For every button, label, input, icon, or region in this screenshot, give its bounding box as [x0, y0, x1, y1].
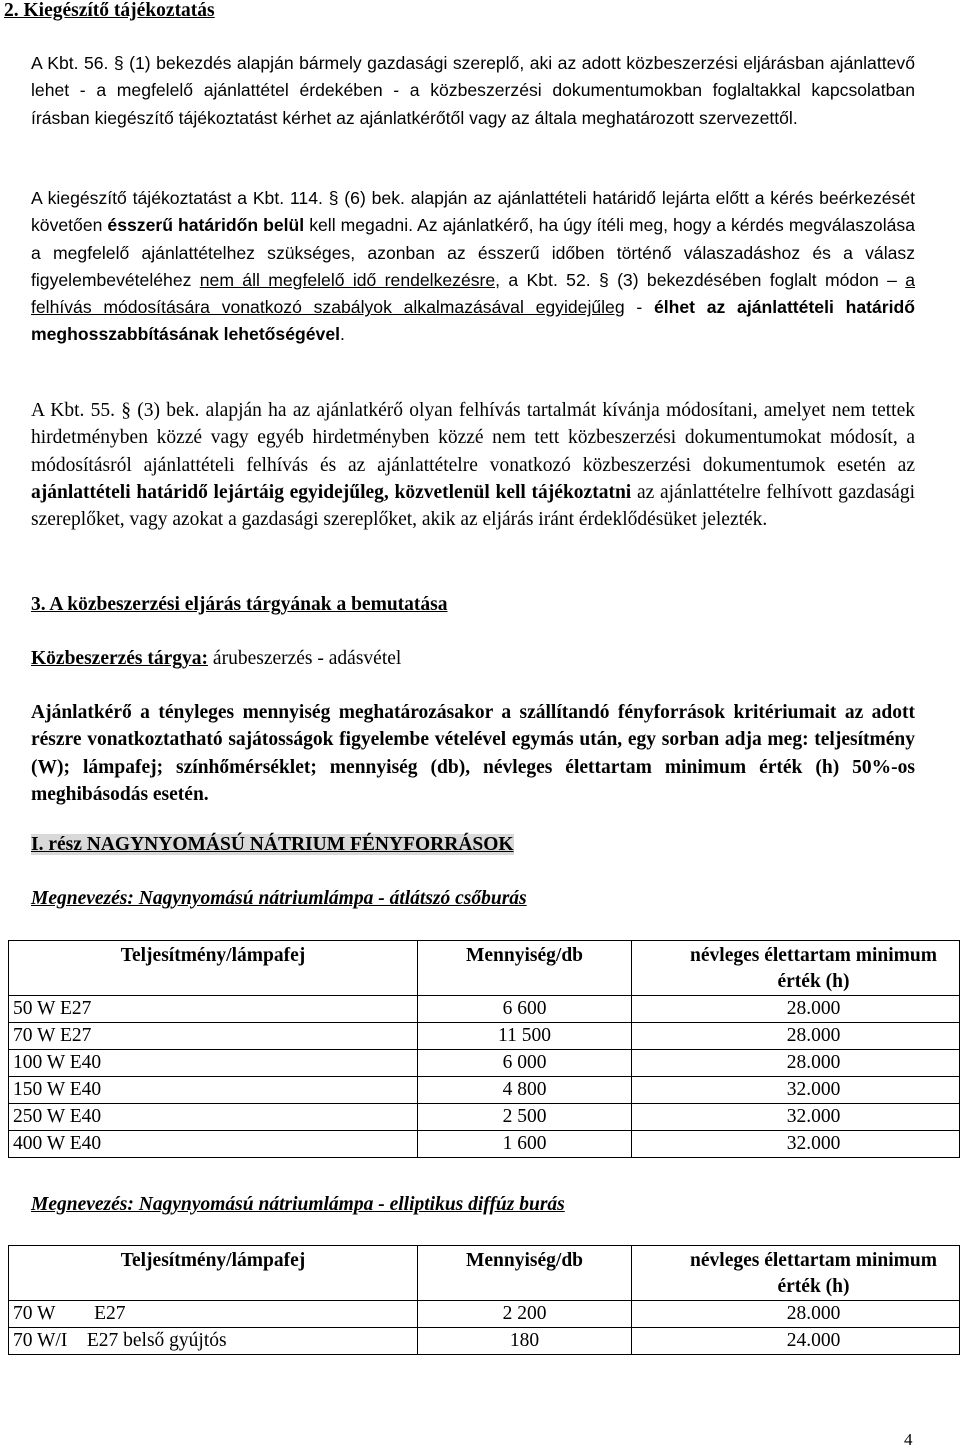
table-row [9, 1104, 960, 1131]
table-row [9, 1050, 960, 1077]
header-quantity: Mennyiség/db [418, 1246, 632, 1301]
paragraph-4 [31, 397, 915, 533]
section-2-heading: 2. Kiegészítő tájékoztatás [4, 0, 215, 21]
p4-text-c: az ajánlattételre felhívott gazdasági szereplőket, vagy azokat a gazdasági szereplőket, akik az eljárás iránt érdeklődésüket jelezték. [31, 481, 916, 531]
cell-quantity: 6 600 [418, 996, 632, 1023]
table-header-row [9, 1246, 960, 1301]
p2-text-c: kell megadni. [309, 215, 413, 236]
header-quantity: Mennyiség/db [418, 941, 632, 996]
procurement-subject [31, 645, 915, 672]
cell-power: 70 W E27 [9, 1301, 418, 1328]
cell-power: 70 W E27 [9, 1023, 418, 1050]
table-row [9, 1023, 960, 1050]
cell-quantity: 180 [418, 1328, 632, 1355]
cell-lifetime: 28.000 [632, 1023, 960, 1050]
table-row [9, 1328, 960, 1355]
p4-text-a: A Kbt. 55. § (3) bek. alapján ha az ajánlatkérő olyan felhívás tartalmát kívánja módosítani, amelyet nem tettek hirdetményben közzé vagy egyéb hirdetményben közzé nem tett közbeszerzési dokumentumokat módosít, a módosításról ajánlattételi felhívás és az ajánlattételre vonatkozó közbeszerzési dokumentumok esetén az [31, 400, 915, 476]
part-1-heading-text: I. rész NAGYNYOMÁSÚ NÁTRIUM FÉNYFORRÁSOK [31, 834, 514, 855]
cell-lifetime: 28.000 [632, 1050, 960, 1077]
p3-dash: - [636, 297, 643, 318]
cell-lifetime: 32.000 [632, 1104, 960, 1131]
cell-power: 100 W E40 [9, 1050, 418, 1077]
table-1-caption: Megnevezés: Nagynyomású nátriumlámpa - átlátszó csőburás [31, 888, 527, 909]
p3-underline-1: nem áll megfelelő idő rendelkezésre, [199, 269, 501, 290]
p3-bold: élhet az ajánlattételi határidő meghosszabbításának lehetőségével [31, 297, 915, 345]
p3-text-c: a Kbt. 52. § (3) bekezdésében foglalt módon – [508, 269, 897, 290]
table-row [9, 1077, 960, 1104]
cell-quantity: 2 200 [418, 1301, 632, 1328]
cell-lifetime: 28.000 [632, 1301, 960, 1328]
header-lifetime: névleges élettartam minimum érték (h) [632, 1246, 960, 1301]
p2-text-a: A kiegészítő tájékoztatást a Kbt. 114. § (6) bek. alapján az ajánlattételi határidő lejárta előtt a kérés beérkezését követően [31, 188, 915, 236]
p4-bold: ajánlattételi határidő lejártáig egyidejűleg, közvetlenül kell tájékoztatni [31, 481, 632, 503]
lamp-table-2 [8, 1245, 960, 1355]
criteria-paragraph: Ajánlatkérő a tényleges mennyiség meghatározásakor a szállítandó fényforrások kritériumait az adott részre vonatkoztatható sajátosságok figyelembe vételével egymás után, egy sorban adja meg: teljesítmény (W); lámpafej; színhőmérséklet; mennyiség (db), névleges élettartam minimum érték (h) 50%-os meghibásodás esetén. [31, 702, 915, 805]
cell-power: 150 W E40 [9, 1077, 418, 1104]
header-power: Teljesítmény/lámpafej [9, 941, 418, 996]
cell-power: 250 W E40 [9, 1104, 418, 1131]
lamp-table-1 [8, 940, 960, 1158]
cell-lifetime: 32.000 [632, 1077, 960, 1104]
p3-text-a: Az ajánlatkérő, ha úgy ítéli meg, hogy a kérdés megválaszolása a megfelelő ajánlattételhez szükséges, azonban az ésszerű időben történő válaszadáshoz és a válasz figyelembevételéhez [31, 215, 915, 290]
header-power: Teljesítmény/lámpafej [9, 1246, 418, 1301]
p3-underline-2: a felhívás módosítására vonatkozó szabályok alkalmazásával egyidejűleg [31, 269, 916, 318]
cell-quantity: 1 600 [418, 1131, 632, 1158]
table-header-row [9, 941, 960, 996]
header-lifetime: névleges élettartam minimum érték (h) [632, 941, 960, 996]
cell-quantity: 4 800 [418, 1077, 632, 1104]
cell-lifetime: 24.000 [632, 1328, 960, 1355]
subject-value: árubeszerzés - adásvétel [212, 648, 402, 669]
paragraph-2 [31, 185, 915, 349]
cell-lifetime: 28.000 [632, 996, 960, 1023]
cell-power: 400 W E40 [9, 1131, 418, 1158]
cell-power: 70 W/I E27 belső gyújtós [9, 1328, 418, 1355]
subject-label: Közbeszerzés tárgya: [31, 648, 209, 669]
paragraph-1: A Kbt. 56. § (1) bekezdés alapján bármely gazdasági szereplő, aki az adott közbeszerzési eljárásban ajánlattevő lehet - a megfelelő ajánlattétel érdekében - a közbeszerzési dokumentumokban foglaltakkal kapcsolatban írásban kiegészítő tájékoztatást kérhet az ajánlatkérőtől vagy az általa meghatározott szervezettől. [31, 53, 915, 128]
table-2-caption: Megnevezés: Nagynyomású nátriumlámpa - elliptikus diffúz burás [31, 1194, 565, 1215]
table-row [9, 1301, 960, 1328]
cell-quantity: 6 000 [418, 1050, 632, 1077]
p2-bold: ésszerű határidőn belül [107, 215, 305, 236]
part-1-heading [31, 831, 915, 858]
section-3-heading: 3. A közbeszerzési eljárás tárgyának a bemutatása [31, 594, 448, 615]
cell-lifetime: 32.000 [632, 1131, 960, 1158]
table-row [9, 996, 960, 1023]
p3-period: . [340, 324, 345, 345]
page-number: 4 [904, 1430, 913, 1449]
table-row [9, 1131, 960, 1158]
cell-quantity: 2 500 [418, 1104, 632, 1131]
cell-power: 50 W E27 [9, 996, 418, 1023]
cell-quantity: 11 500 [418, 1023, 632, 1050]
